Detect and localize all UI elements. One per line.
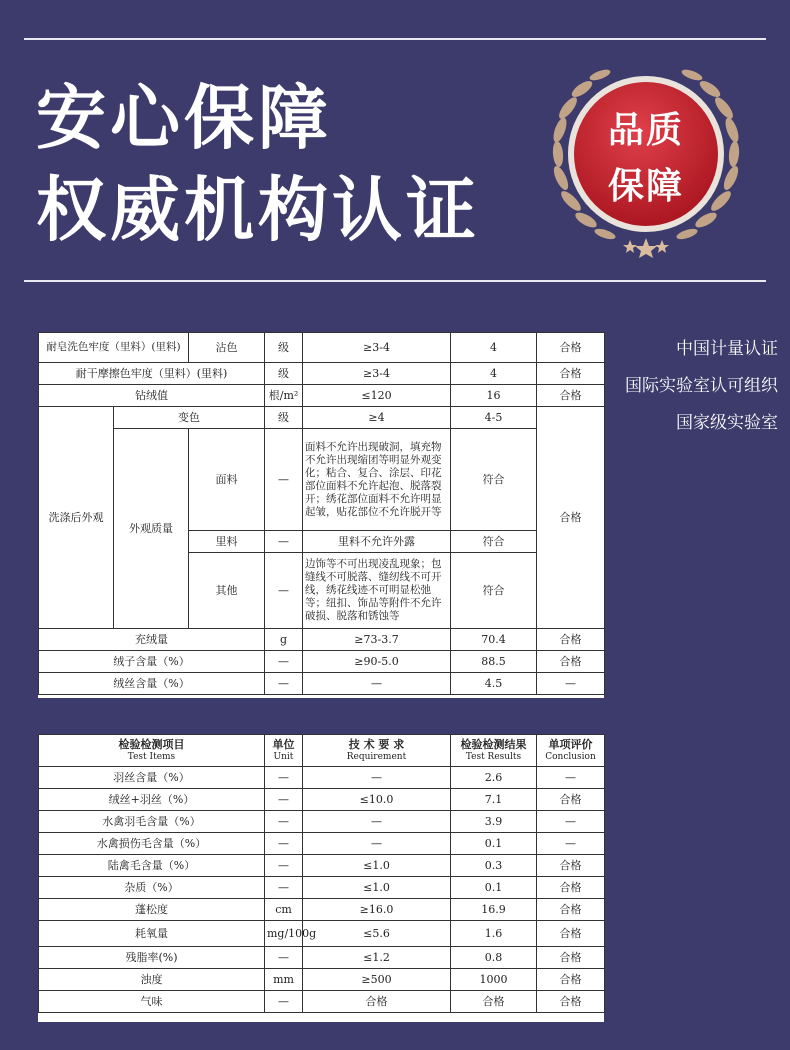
conclusion-cell: 合格 [537,921,605,947]
after-wash-label: 洗涤后外观 [39,407,114,629]
result-cell: 70.4 [451,629,537,651]
table-row [39,921,605,947]
item-cell: 羽丝含量（%） [39,767,265,789]
quality-badge [538,62,754,258]
requirement-cell: ≥73-3.7 [303,629,451,651]
requirement-cell: ≤1.0 [303,877,451,899]
conclusion-cell: 合格 [537,789,605,811]
unit-cell: 级 [265,363,303,385]
hero-title-line2: 权威机构认证 [36,169,480,251]
sub-item-cell: 变色 [114,407,265,429]
item-cell: 充绒量 [39,629,265,651]
header-conclusion: 单项评价 Conclusion [537,735,605,767]
badge-text-line2: 保障 [607,166,684,207]
cert-label-national-lab: 国家级实验室 [676,413,778,433]
unit-cell: 根/m² [265,385,303,407]
conclusion-cell: 合格 [537,947,605,969]
unit-cell: — [265,673,303,695]
table-row [39,429,605,531]
table-row [39,811,605,833]
requirement-cell: ≥3-4 [303,333,451,363]
unit-cell: 级 [265,407,303,429]
table-row [39,629,605,651]
conclusion-cell: 合格 [537,407,605,629]
item-cell: 绒丝+羽丝（%） [39,789,265,811]
appearance-label: 外观质量 [114,429,189,629]
conclusion-cell: 合格 [537,385,605,407]
conclusion-cell: 合格 [537,629,605,651]
table-row [39,877,605,899]
part-cell: 其他 [189,553,265,629]
conclusion-cell: — [537,833,605,855]
table-row [39,789,605,811]
result-cell: 4.5 [451,673,537,695]
item-cell: 残脂率(%) [39,947,265,969]
header-result: 检验检测结果 Test Results [451,735,537,767]
test-table-2-panel [38,734,604,1022]
conclusion-cell: 合格 [537,969,605,991]
unit-cell: — [265,651,303,673]
test-table-2-body [39,767,605,1013]
result-cell: 3.9 [451,811,537,833]
result-cell: 1000 [451,969,537,991]
requirement-cell: — [303,767,451,789]
badge-text-line1: 品质 [607,110,684,151]
unit-cell: — [265,429,303,531]
hero-title-line1: 安心保障 [36,77,332,159]
item-cell: 蓬松度 [39,899,265,921]
unit-cell: — [265,789,303,811]
requirement-cell: — [303,833,451,855]
table-header-row [39,735,605,767]
item-cell: 耐皂洗色牢度（里料）(里料) [39,333,189,363]
result-cell: 7.1 [451,789,537,811]
result-cell: 16 [451,385,537,407]
result-cell: 4 [451,363,537,385]
result-cell: 0.8 [451,947,537,969]
requirement-cell: 合格 [303,991,451,1013]
table-row [39,333,605,363]
conclusion-cell: 合格 [537,991,605,1013]
requirement-cell: ≥16.0 [303,899,451,921]
requirement-cell: ≤1.2 [303,947,451,969]
table-row [39,899,605,921]
requirement-cell: ≤1.0 [303,855,451,877]
unit-cell: mm [265,969,303,991]
cert-label-cma: 中国计量认证 [676,339,778,359]
table-row [39,855,605,877]
requirement-cell: ≤5.6 [303,921,451,947]
test-table-1-panel [38,332,604,698]
conclusion-cell: — [537,673,605,695]
conclusion-cell: 合格 [537,651,605,673]
item-cell: 绒子含量（%） [39,651,265,673]
result-cell: 4 [451,333,537,363]
unit-cell: — [265,833,303,855]
conclusion-cell: 合格 [537,899,605,921]
requirement-cell: — [303,811,451,833]
unit-cell: — [265,531,303,553]
item-cell: 杂质（%） [39,877,265,899]
table-row [39,833,605,855]
header-item: 检验检测项目 Test Items [39,735,265,767]
result-cell: 16.9 [451,899,537,921]
requirement-cell: 里料不允许外露 [303,531,451,553]
cert-label-ilac: 国际实验室认可组织 [625,376,778,396]
table-row [39,767,605,789]
test-table-1 [38,332,605,695]
unit-cell: — [265,553,303,629]
item-cell: 气味 [39,991,265,1013]
requirement-cell: ≥90-5.0 [303,651,451,673]
result-cell: 0.1 [451,877,537,899]
requirement-cell: ≤120 [303,385,451,407]
header-requirement: 技 术 要 求 Requirement [303,735,451,767]
unit-cell: mg/100g [265,921,303,947]
header-unit: 单位 Unit [265,735,303,767]
result-cell: 符合 [451,553,537,629]
conclusion-cell: 合格 [537,363,605,385]
requirement-cell: ≥3-4 [303,363,451,385]
requirement-cell: ≥4 [303,407,451,429]
unit-cell: — [265,877,303,899]
result-cell: 88.5 [451,651,537,673]
result-cell: 0.3 [451,855,537,877]
result-cell: 1.6 [451,921,537,947]
middle-divider [24,280,766,282]
result-cell: 2.6 [451,767,537,789]
requirement-cell: 边饰等不可出现凌乱现象；包缝线不可脱落、缝纫线不可开线，绣花线迹不可明显松弛等；纽扣、饰品等附件不允许破损、脱落和锈蚀等 [303,553,451,629]
table-row [39,969,605,991]
requirement-cell: 面料不允许出现破洞，填充物不允许出现缩团等明显外观变化；粘合、复合、涂层、印花部位面料不允许起泡、脱落裂开；绣花部位面料不允许明显起皱，贴花部位不允许脱开等 [303,429,451,531]
conclusion-cell: 合格 [537,877,605,899]
unit-cell: — [265,855,303,877]
conclusion-cell: — [537,811,605,833]
part-cell: 里料 [189,531,265,553]
item-cell: 绒丝含量（%） [39,673,265,695]
item-cell: 水禽羽毛含量（%） [39,811,265,833]
table-row [39,385,605,407]
table-row [39,673,605,695]
conclusion-cell: 合格 [537,855,605,877]
sub-item-cell: 沾色 [189,333,265,363]
result-cell: 符合 [451,429,537,531]
unit-cell: g [265,629,303,651]
item-cell: 水禽损伤毛含量（%） [39,833,265,855]
unit-cell: — [265,767,303,789]
result-cell: 合格 [451,991,537,1013]
result-cell: 符合 [451,531,537,553]
item-cell: 陆禽毛含量（%） [39,855,265,877]
unit-cell: 级 [265,333,303,363]
unit-cell: — [265,991,303,1013]
item-cell: 耐干摩擦色牢度（里料）(里料) [39,363,265,385]
result-cell: 0.1 [451,833,537,855]
conclusion-cell: — [537,767,605,789]
table-row [39,991,605,1013]
item-cell: 浊度 [39,969,265,991]
requirement-cell: ≤10.0 [303,789,451,811]
table-row [39,651,605,673]
result-cell: 4-5 [451,407,537,429]
unit-cell: cm [265,899,303,921]
unit-cell: — [265,811,303,833]
unit-cell: — [265,947,303,969]
item-cell: 钻绒值 [39,385,265,407]
requirement-cell: — [303,673,451,695]
item-cell: 耗氧量 [39,921,265,947]
conclusion-cell: 合格 [537,333,605,363]
requirement-cell: ≥500 [303,969,451,991]
top-divider [24,38,766,40]
test-table-2 [38,734,605,1013]
table-row [39,407,605,429]
table-row [39,363,605,385]
part-cell: 面料 [189,429,265,531]
table-row [39,947,605,969]
